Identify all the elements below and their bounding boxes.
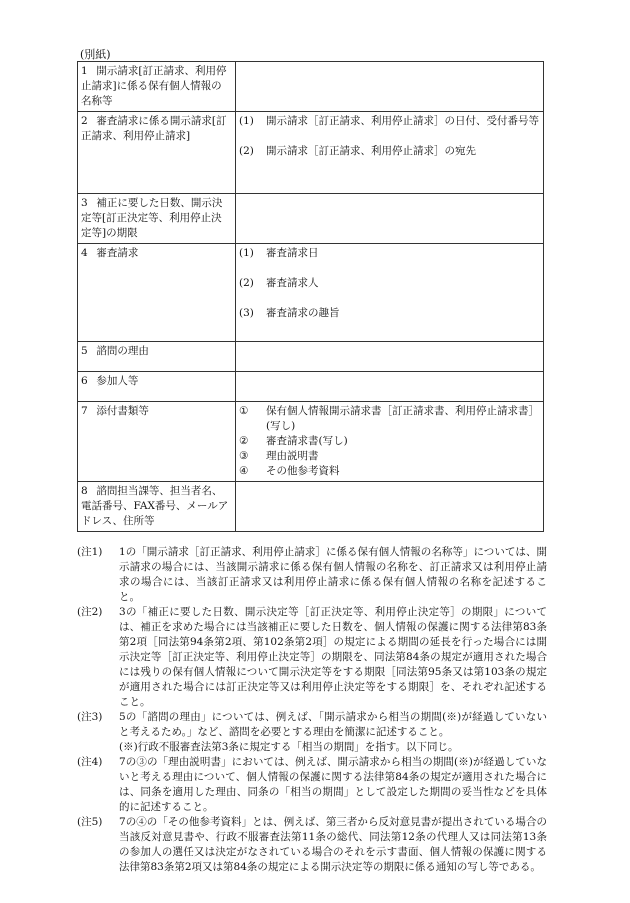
note-1 — [77, 545, 547, 605]
row-label-text: 審査請求に係る開示請求[訂正請求、利用停止請求] — [81, 115, 227, 142]
note-label: (注2) — [77, 606, 103, 618]
sub-item — [239, 434, 540, 449]
note-label: (注5) — [77, 816, 103, 828]
note-body — [119, 545, 547, 605]
sub-item-text: 開示請求［訂正請求、利用停止請求］の日付、受付番号等 — [266, 115, 539, 127]
row-label-text: 審査請求 — [96, 247, 139, 259]
row-label-text: 諮問担当課等、担当者名、電話番号、FAX番号、メールアドレス、住所等 — [81, 485, 229, 527]
row-content — [236, 62, 544, 112]
sub-item-number: (1) — [239, 115, 254, 127]
row-number: 7 — [81, 405, 88, 417]
sub-item-number: (1) — [239, 247, 254, 259]
form-row-6 — [78, 372, 544, 402]
note-paragraph: 7の④の「その他参考資料」とは、例えば、第三者から反対意見書が提出されている場合の当該反対意見書や、行政不服審査法第11条の総代、同法第12条の代理人又は同法第13条の参加人の選任又は決定がなされている場合のそれを示す書面、個人情報の保護に関する法律第83条第2項又は第84条の規定による開示決定等の期限に係る通知の写し等である。 — [119, 816, 547, 873]
row-content — [236, 342, 544, 372]
sub-item-text: 審査請求人 — [266, 277, 319, 289]
sub-item-number: (2) — [239, 145, 254, 157]
row-label-text: 諮問の理由 — [96, 345, 149, 357]
row-label — [78, 402, 236, 482]
row-label — [78, 112, 236, 194]
row-number: 6 — [81, 375, 88, 387]
note-label: (注1) — [77, 546, 103, 558]
row-number: 8 — [81, 485, 88, 497]
sub-item-text: 保有個人情報開示請求書［訂正請求書、利用停止請求書］(写し) — [266, 405, 539, 432]
note-body — [119, 815, 547, 875]
row-content — [236, 194, 544, 244]
sub-item — [239, 464, 540, 479]
sub-item-number: ③ — [239, 450, 249, 462]
sub-item — [239, 144, 540, 159]
sub-item-number: (3) — [239, 307, 254, 319]
note-4 — [77, 755, 547, 815]
row-content — [236, 112, 544, 194]
form-row-1 — [78, 62, 544, 112]
row-content — [236, 244, 544, 342]
sub-item-number: ① — [239, 405, 249, 417]
row-label — [78, 482, 236, 532]
note-paragraph: (※)行政不服審査法第3条に規定する「相当の期間」を指す。以下同じ。 — [119, 741, 459, 753]
row-content — [236, 482, 544, 532]
row-label-text: 開示請求[訂正請求、利用停止請求]に係る保有個人情報の名称等 — [81, 65, 227, 107]
sub-item — [239, 246, 540, 261]
sub-item-text: 審査請求日 — [266, 247, 319, 259]
consultation-form-table — [77, 61, 544, 532]
row-number: 5 — [81, 345, 88, 357]
form-row-8 — [78, 482, 544, 532]
sub-item-number: ④ — [239, 465, 249, 477]
row-content — [236, 402, 544, 482]
row-label — [78, 372, 236, 402]
note-paragraph: 7の③の「理由説明書」においては、例えば、開示請求から相当の期間(※)が経過していないと考える理由について、個人情報の保護に関する法律第84条の規定が適用された場合には、同条を適用した理由、同条の「相当の期間」として設定した期間の妥当性などを具体的に記述すること。 — [119, 756, 547, 813]
sub-item-number: ② — [239, 435, 249, 447]
row-label — [78, 244, 236, 342]
sub-item-text: 理由説明書 — [266, 450, 319, 462]
note-paragraph: 5の「諮問の理由」については、例えば、「開示請求から相当の期間(※)が経過していないと考えるため。」など、諮問を必要とする理由を簡潔に記述すること。 — [119, 711, 547, 738]
note-paragraph: 3の「補正に要した日数、開示決定等［訂正決定等、利用停止決定等］の期限」については、補正を求めた場合には当該補正に要した日数を、個人情報の保護に関する法律第83条第2項［同法第94条第2項、第102条第2項］の規定による期間の延長を行った場合には開示決定等［訂正決定等、利用停止決定等］の期限を、同法第84条の規定が適用された場合には残りの保有個人情報について開示決定等をする期限［同法第95条又は第103条の規定が適用された場合には訂正決定等又は利用停止決定等をする期限］を、それぞれ記述すること。 — [119, 606, 547, 708]
note-3 — [77, 710, 547, 755]
sub-item-text: その他参考資料 — [266, 465, 340, 477]
notes-section — [77, 545, 547, 875]
row-label-text: 添付書類等 — [96, 405, 149, 417]
form-row-5 — [78, 342, 544, 372]
row-label — [78, 62, 236, 112]
note-label: (注3) — [77, 711, 103, 723]
form-row-2 — [78, 112, 544, 194]
row-number: 4 — [81, 247, 88, 259]
sub-item-text: 審査請求の趣旨 — [266, 307, 340, 319]
row-label-text: 参加人等 — [96, 375, 139, 387]
note-label: (注4) — [77, 756, 103, 768]
sub-item-text: 開示請求［訂正請求、利用停止請求］の宛先 — [266, 145, 476, 157]
sub-item — [239, 404, 540, 434]
row-label — [78, 194, 236, 244]
form-row-7 — [78, 402, 544, 482]
note-body — [119, 755, 547, 815]
row-content — [236, 372, 544, 402]
form-row-4 — [78, 244, 544, 342]
note-body — [119, 605, 547, 710]
row-label-text: 補正に要した日数、開示決定等[訂正決定等、利用停止決定等]の期限 — [81, 197, 223, 239]
form-row-3 — [78, 194, 544, 244]
attachment-heading: (別紙) — [80, 48, 111, 61]
row-number: 1 — [81, 65, 88, 77]
row-label — [78, 342, 236, 372]
sub-item-text: 審査請求書(写し) — [266, 435, 348, 447]
note-body — [119, 710, 547, 755]
sub-item-number: (2) — [239, 277, 254, 289]
row-number: 2 — [81, 115, 88, 127]
sub-item — [239, 114, 540, 129]
row-number: 3 — [81, 197, 88, 209]
sub-item — [239, 306, 540, 321]
note-5 — [77, 815, 547, 875]
note-2 — [77, 605, 547, 710]
sub-item — [239, 449, 540, 464]
note-paragraph: 1の「開示請求［訂正請求、利用停止請求］に係る保有個人情報の名称等」については、開示請求の場合には、当該開示請求に係る保有個人情報の名称を、訂正請求又は利用停止請求の場合には、当該訂正請求又は利用停止請求に係る保有個人情報の名称を記述すること。 — [119, 546, 547, 603]
sub-item — [239, 276, 540, 291]
